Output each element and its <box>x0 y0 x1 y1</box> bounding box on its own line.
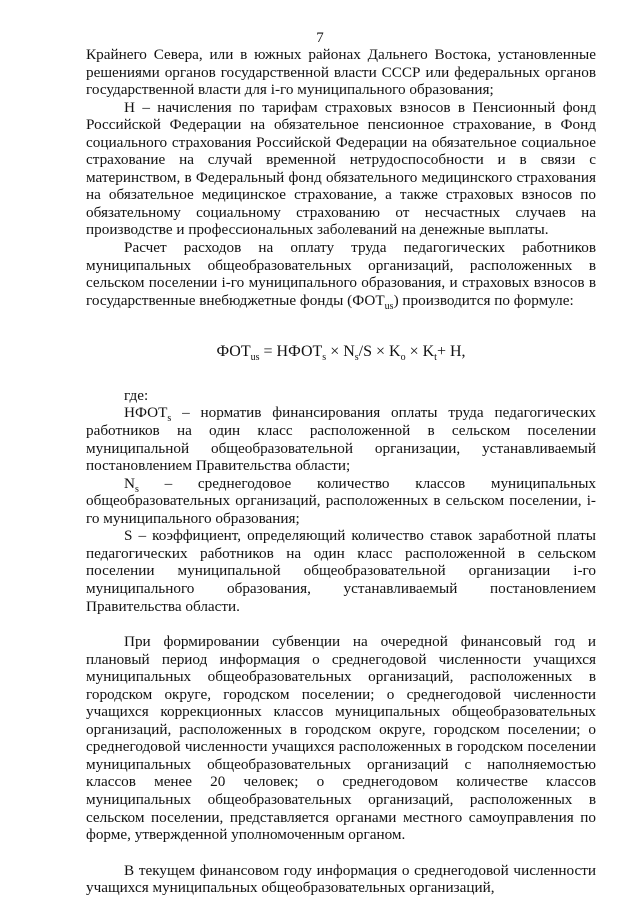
paragraph: В текущем финансовом году информация о среднегодовой численности учащихся муниципальных общеобразовательных организаций, <box>86 861 596 897</box>
formula-subscript: t <box>434 352 437 364</box>
definition-text: – среднегодовое количество классов муниципальных общеобразовательных организаций, расположенных в сельском поселении, i-го муниципального образования; <box>86 474 596 527</box>
formula-subscript: о <box>400 352 406 364</box>
definition: S – коэффициент, определяющий количество ставок заработной платы педагогических работников на один класс расположенной в сельском поселении муниципальной общеобразовательной организации i-го муниципального образования, устанавливаемый постановлением Правительства области. <box>86 527 596 615</box>
formula-term: + H, <box>436 343 466 361</box>
formula-term: /S × K <box>358 343 401 361</box>
document-body <box>86 46 596 897</box>
paragraph: При формировании субвенции на очередной финансовый год и плановый период информация о среднегодовой численности учащихся муниципальных общеобразовательных организаций, расположенных в городском округе, городском поселении; о среднегодовой численности учащихся коррекционных классов муниципальных общеобразовательных организаций, расположенных в городском округе, городском поселении; о среднегодовой численности учащихся расположенных в городском поселении муниципальных общеобразовательных организаций с наполняемостью классов менее 20 человек; о среднегодовом количестве классов муниципальных общеобразовательных организаций, расположенных в сельском поселении, представляется органами местного самоуправления по форме, утвержденной уполномоченным органом. <box>86 633 596 844</box>
paragraph <box>86 239 596 312</box>
paragraph: Крайнего Севера, или в южных районах Дальнего Востока, установленные решениями органов государственной власти СССР или федеральных органов государственной власти для i-го муниципального образования; <box>86 46 596 99</box>
definition-text: – норматив финансирования оплаты труда педагогических работников на один класс расположенной в сельском поселении муниципальной общеобразовательной организации, устанавливаемый постановлением Правительства области; <box>86 404 596 475</box>
where-label: где: <box>124 386 149 404</box>
subscript: s <box>134 483 139 495</box>
formula-subscript: us <box>250 352 260 364</box>
paragraph: Н – начисления по тарифам страховых взносов в Пенсионный фонд Российской Федерации на обязательное пенсионное страхование, в Фонд социального страхования Российской Федерации на обязательное социальное страхование на случай временной нетрудоспособности и в связи с материнством, в Федеральный фонд обязательного медицинского страхования на обязательное медицинское страхование, а также страховых взносов по обязательному социальному страхованию от несчастных случаев на производстве и профессиональных заболеваний на денежные выплаты. <box>86 98 596 239</box>
subscript: s <box>167 413 172 425</box>
subscript: us <box>384 300 394 312</box>
formula <box>86 343 596 367</box>
definition <box>86 475 596 528</box>
definition-term: N <box>124 474 135 492</box>
formula-term: ФОТ <box>216 343 251 361</box>
text-run: ) производится по формуле: <box>393 291 574 309</box>
text-run: Расчет расходов на оплату труда педагогических работников муниципальных общеобразовательных организаций, расположенных в сельском поселении i-го муниципального образования, и страховых взносов в государственные внебюджетные фонды (ФОТ <box>86 239 596 309</box>
definition <box>86 404 596 474</box>
formula-term: × K <box>405 343 435 361</box>
formula-subscript: s <box>322 352 327 364</box>
formula-subscript: s <box>354 352 359 364</box>
definition-term: НФОТ <box>124 404 168 422</box>
page-number: 7 <box>316 30 324 46</box>
formula-term: = НФОТ <box>259 343 323 361</box>
formula-term: × N <box>326 343 355 361</box>
